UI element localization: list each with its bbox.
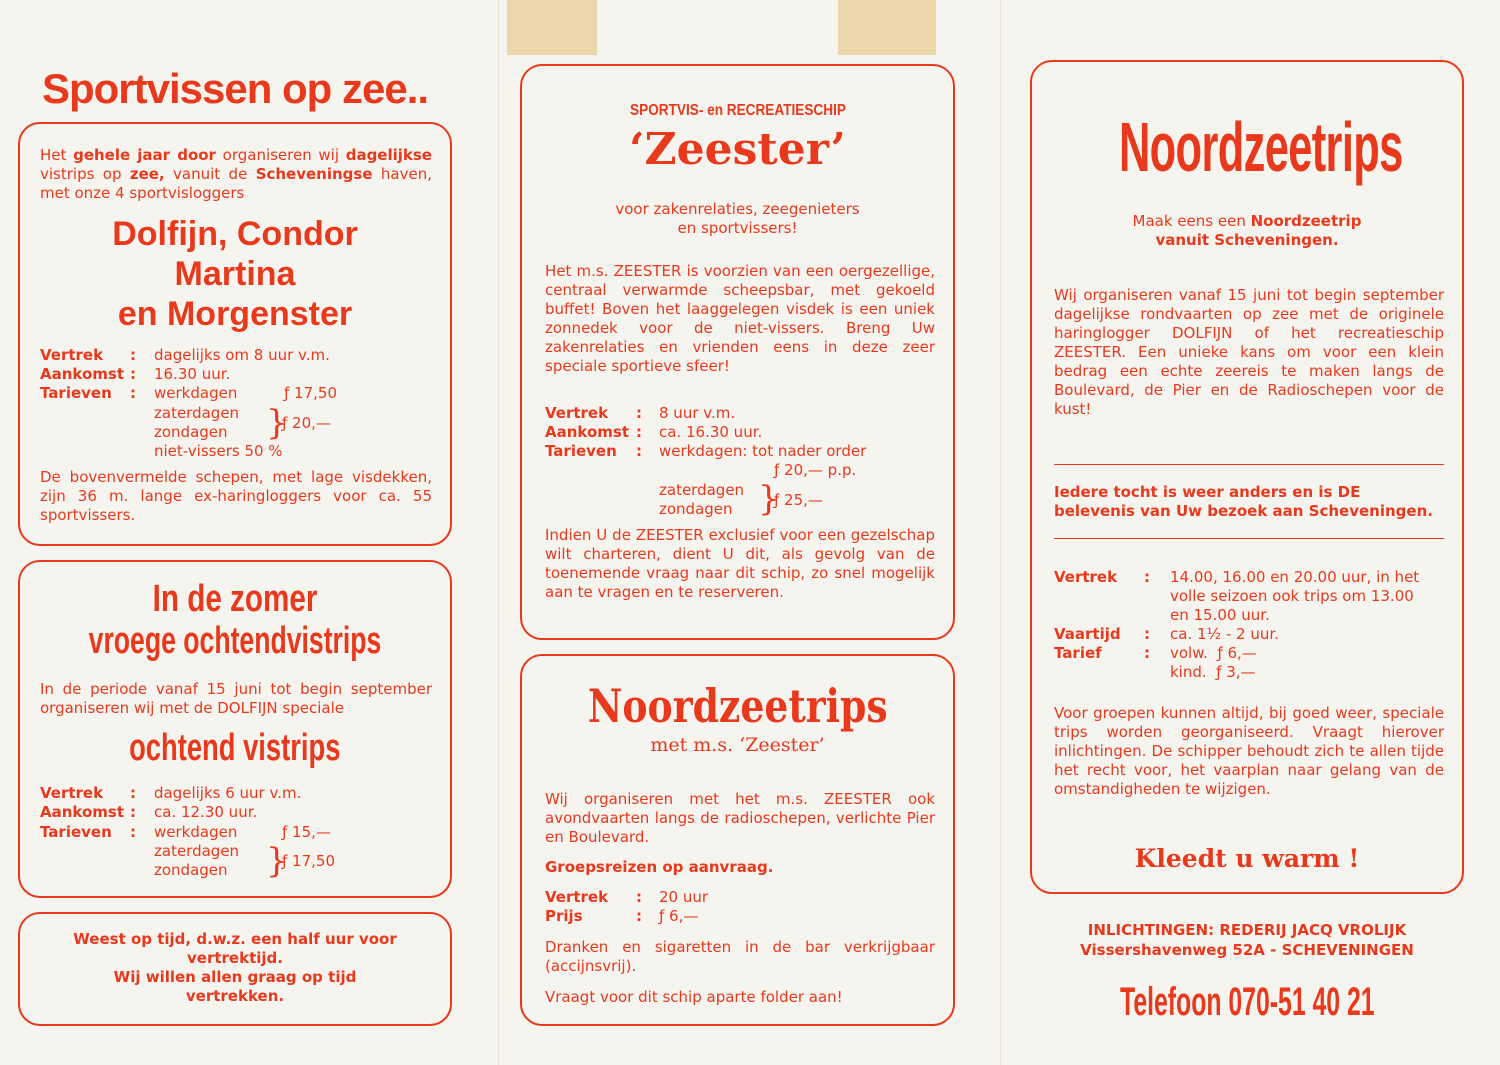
col1-headline <box>10 66 460 112</box>
nz3-intro-line1 <box>1032 212 1462 231</box>
colon: : <box>130 823 136 841</box>
intro-part-bold: zee, <box>129 165 165 183</box>
nz2-title-text: Noordzeetrips <box>587 679 888 733</box>
tarief-kind: kind. ƒ 3,— <box>1170 663 1256 681</box>
vertrek-label: Vertrek <box>40 784 104 802</box>
vaartijd-value: ca. 1½ - 2 uur. <box>1170 625 1279 643</box>
nz3-title <box>1032 106 1462 188</box>
op-tijd-text <box>20 930 450 1006</box>
fold-line-right <box>1000 0 1001 1065</box>
col1-box-sportvissen <box>18 122 452 546</box>
colon: : <box>1144 625 1150 643</box>
colon: : <box>636 404 642 422</box>
aankomst-label: Aankomst <box>40 365 125 383</box>
zondagen-label: zondagen <box>659 500 733 518</box>
intro-part: vanuit de <box>164 165 256 183</box>
weekend-price: ƒ 25,— <box>774 491 823 509</box>
nz3-intro-b: Noordzeetrip <box>1250 212 1362 230</box>
nz2-title <box>522 680 953 732</box>
colon: : <box>130 803 136 821</box>
prijs-value: ƒ 6,— <box>659 907 699 925</box>
col1-intro <box>40 146 432 203</box>
vertrek-label: Vertrek <box>40 346 104 364</box>
op-tijd-line: Weest op tijd, d.w.z. een half uur voor <box>73 930 397 948</box>
colon: : <box>130 784 136 802</box>
colon: : <box>636 442 642 460</box>
fold-line-left <box>498 0 499 1065</box>
nz3-intro <box>1032 212 1462 250</box>
colon: : <box>130 365 136 383</box>
vertrek-value-1: 14.00, 16.00 en 20.00 uur, in het <box>1170 568 1420 586</box>
colon: : <box>1144 568 1150 586</box>
nz3-body: Wij organiseren vanaf 15 juni tot begin september dagelijkse rondvaarten op zee met de originele haringlogger DOLFIJN of het recreatieschip ZEESTER. Een unieke kans om voor een klein bedrag een echte zeereis te maken langs de Boulevard, de Pier en de Radioschepen voor de kust! <box>1054 286 1444 418</box>
col3-box-noordzeetrips <box>1030 60 1464 894</box>
nz3-intro-a: Maak eens een <box>1132 212 1251 230</box>
aankomst-value: 16.30 uur. <box>154 365 231 383</box>
info-block <box>1030 920 1464 960</box>
boat-line: Dolfijn, Condor <box>112 215 358 253</box>
tarieven-label: Tarieven <box>40 823 112 841</box>
nz3-highlight: Iedere tocht is weer anders en is DE belevenis van Uw bezoek aan Scheveningen. <box>1054 483 1433 520</box>
werkdagen-label: werkdagen <box>154 384 238 402</box>
zomer-subtitle-text: ochtend vistrips <box>129 727 341 769</box>
zomer-subtitle <box>20 726 450 770</box>
op-tijd-line: vertrektijd. <box>187 949 283 967</box>
col1-box-op-tijd <box>18 912 452 1026</box>
zomer-intro: In de periode vanaf 15 juni tot begin september organiseren wij met de DOLFIJN speciale <box>40 680 432 717</box>
col2-box-noordzeetrips <box>520 654 955 1026</box>
tarief-label: Tarief <box>1054 644 1102 662</box>
zeester-kicker <box>522 100 953 121</box>
col2-box-zeester <box>520 64 955 640</box>
vertrek-value: 8 uur v.m. <box>659 404 736 422</box>
werkdagen-label: werkdagen <box>154 823 238 841</box>
intro-part-bold: gehele jaar door <box>73 146 216 164</box>
op-tijd-line: vertrekken. <box>185 987 285 1005</box>
nz3-intro-line2: vanuit Scheveningen. <box>1155 231 1339 249</box>
nz2-subtitle: met m.s. ‘Zeester’ <box>650 734 825 756</box>
zaterdagen-label: zaterdagen <box>154 404 240 422</box>
zeester-body: Het m.s. ZEESTER is voorzien van een oergezellige, centraal verwarmde scheepsbar, met gekoeld buffet! Boven het laaggelegen visdek is een uniek zonnedek voor de niet-vissers. Breng Uw zakenrelaties en vrienden eens in deze zeer speciale sportieve sfeer! <box>545 262 935 375</box>
intro-part-bold: dagelijkse <box>345 146 432 164</box>
brace: } <box>266 403 288 443</box>
weekend-price: ƒ 17,50 <box>282 852 335 870</box>
niet-vissers: niet-vissers 50 % <box>154 442 283 460</box>
nz2-folder: Vraagt voor dit schip aparte folder aan! <box>545 988 843 1006</box>
tarieven-label: Tarieven <box>545 442 617 460</box>
nz3-title-text: Noordzeetrips <box>1118 108 1403 186</box>
nz3-groups: Voor groepen kunnen altijd, bij goed weer, speciale trips worden georganiseerd. Vraagt hierover inlichtingen. De schipper behoudt zich te allen tijde het recht voor, het vaarplan naar gelang van de omstandigheden te wijzigen. <box>1054 704 1444 798</box>
col1-box-zomer <box>18 560 452 898</box>
weekend-price: ƒ 20,— <box>282 414 331 432</box>
col1-footer: De bovenvermelde schepen, met lage visdekken, zijn 36 m. lange ex-haringloggers voor ca. 55 sportvissers. <box>40 468 432 524</box>
zeester-subtitle-line: en sportvissers! <box>677 219 798 237</box>
zeester-title: ‘Zeester’ <box>629 124 846 175</box>
colon: : <box>636 423 642 441</box>
boat-line: Martina <box>174 255 296 293</box>
intro-part: haven, met onze 4 sportvisloggers <box>40 165 432 202</box>
phone-text: Telefoon 070-51 40 21 <box>1119 980 1375 1024</box>
colon: : <box>130 384 136 402</box>
info-line1: INLICHTINGEN: REDERIJ JACQ VROLIJK <box>1087 921 1407 939</box>
brace: } <box>266 841 288 881</box>
zeester-subtitle-line: voor zakenrelaties, zeegenieters <box>615 200 860 218</box>
op-tijd-line: Wij willen allen graag op tijd <box>113 968 357 986</box>
werkdagen-price: ƒ 20,— p.p. <box>774 461 857 479</box>
aankomst-value: ca. 12.30 uur. <box>154 803 258 821</box>
werkdagen-price: ƒ 17,50 <box>284 384 337 402</box>
vertrek-value-2: volle seizoen ook trips om 13.00 <box>1170 587 1414 605</box>
aankomst-label: Aankomst <box>545 423 630 441</box>
zeester-subtitle <box>522 200 953 238</box>
tape-strip-right <box>838 0 936 55</box>
aankomst-label: Aankomst <box>40 803 125 821</box>
werkdagen-price: ƒ 15,— <box>282 823 331 841</box>
nz2-groep: Groepsreizen op aanvraag. <box>545 858 774 876</box>
vertrek-label: Vertrek <box>1054 568 1118 586</box>
vaartijd-label: Vaartijd <box>1054 625 1121 643</box>
zaterdagen-label: zaterdagen <box>154 842 240 860</box>
vertrek-value-3: en 15.00 uur. <box>1170 606 1270 624</box>
prijs-label: Prijs <box>545 907 583 925</box>
colon: : <box>636 907 642 925</box>
col1-headline-text: Sportvissen op zee.. <box>41 65 429 112</box>
zondagen-label: zondagen <box>154 423 228 441</box>
intro-part: organiseren wij <box>215 146 346 164</box>
vertrek-value: 20 uur <box>659 888 709 906</box>
divider-top <box>1054 464 1444 465</box>
colon: : <box>1144 644 1150 662</box>
phone <box>1030 978 1464 1026</box>
tarieven-label: Tarieven <box>40 384 112 402</box>
vertrek-value: dagelijks om 8 uur v.m. <box>154 346 330 364</box>
intro-part: Het <box>40 146 74 164</box>
vertrek-label: Vertrek <box>545 404 609 422</box>
vertrek-value: dagelijks 6 uur v.m. <box>154 784 302 802</box>
zomer-title-line1: In de zomer <box>152 578 318 620</box>
nz2-drinks: Dranken en sigaretten in de bar verkrijgbaar (accijnsvrij). <box>545 938 935 975</box>
info-line2: Vissershavenweg 52A - SCHEVENINGEN <box>1080 941 1414 959</box>
zaterdagen-label: zaterdagen <box>659 481 745 499</box>
colon: : <box>636 888 642 906</box>
zomer-title-line2: vroege ochtendvistrips <box>88 620 382 662</box>
colon: : <box>130 346 136 364</box>
zomer-title <box>20 578 450 662</box>
zeester-kicker-text: SPORTVIS- en RECREATIESCHIP <box>629 102 846 119</box>
intro-part: vistrips op <box>40 165 130 183</box>
zondagen-label: zondagen <box>154 861 228 879</box>
vertrek-label: Vertrek <box>545 888 609 906</box>
divider-bottom <box>1054 538 1444 539</box>
werkdagen-label: werkdagen: tot nader order <box>659 442 867 460</box>
nz2-body: Wij organiseren met het m.s. ZEESTER ook avondvaarten langs de radioschepen, verlichte Pier en Boulevard. <box>545 790 935 846</box>
boat-line: en Morgenster <box>117 295 353 333</box>
aankomst-value: ca. 16.30 uur. <box>659 423 763 441</box>
tape-strip-left <box>507 0 597 55</box>
intro-part-bold: Scheveningse <box>255 165 373 183</box>
tarief-volw: volw. ƒ 6,— <box>1170 644 1257 662</box>
zeester-charter: Indien U de ZEESTER exclusief voor een gezelschap wilt charteren, dient U dit, als gevolg van de toenemende vraag naar dit schip, zo snel mogelijk aan te vragen en te reserveren. <box>545 526 935 601</box>
brace: } <box>758 479 780 519</box>
col1-boats <box>20 214 450 334</box>
nz3-warm: Kleedt u warm ! <box>1134 844 1360 873</box>
